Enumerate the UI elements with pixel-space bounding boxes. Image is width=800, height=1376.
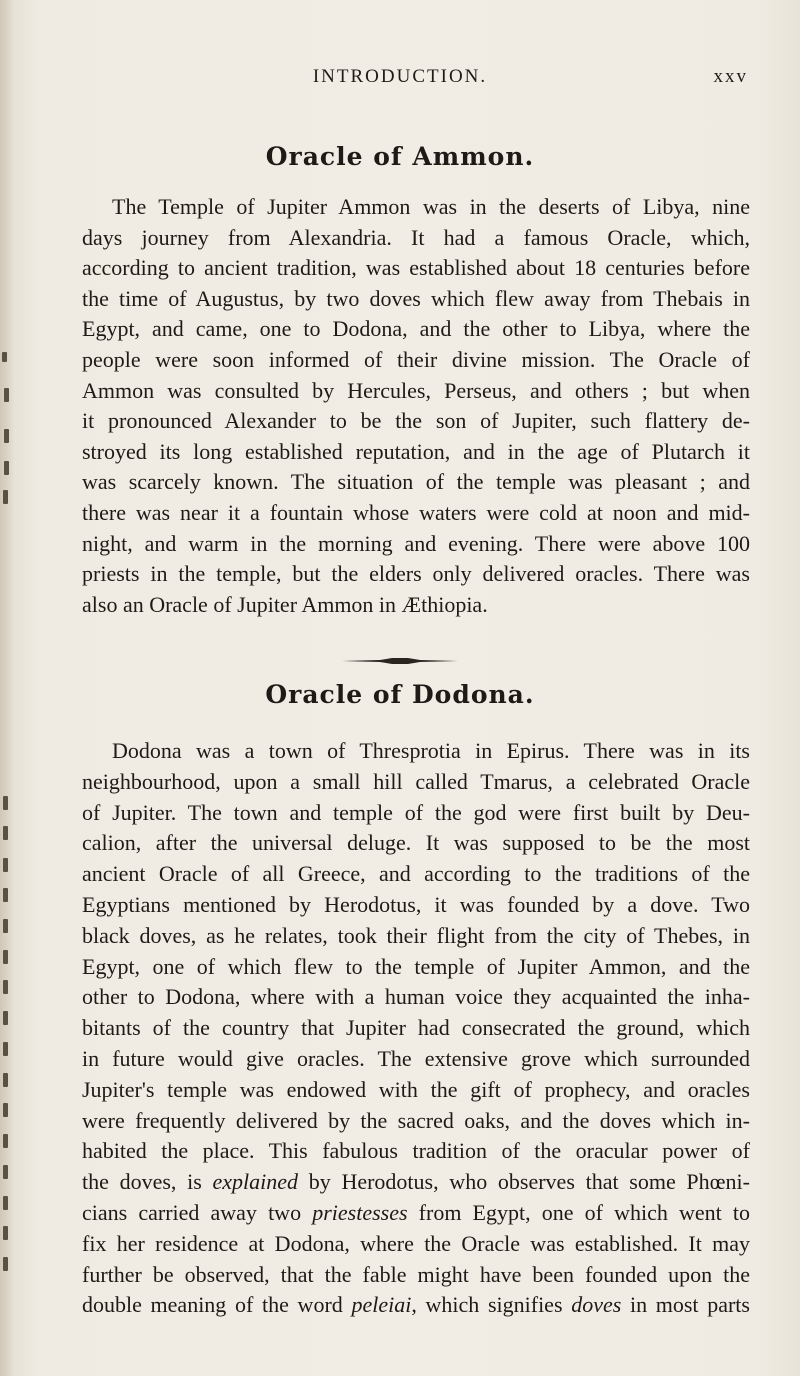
text-line: people were soon informed of their divine mission. The Oracle of — [82, 346, 750, 372]
text-line: Jupiter's temple was endowed with the gift of prophecy, and oracles — [82, 1076, 750, 1102]
text-line: other to Dodona, where with a human voice they acquainted the inha- — [82, 984, 750, 1010]
text-line: further be observed, that the fable might have been founded upon the — [82, 1261, 750, 1287]
margin-mark — [3, 826, 8, 840]
text-line: black doves, as he relates, took their flight from the city of Thebes, in — [82, 922, 750, 948]
text-line: ancient Oracle of all Greece, and according to the traditions of the — [82, 861, 750, 887]
text-line: days journey from Alexandria. It had a famous Oracle, which, — [82, 224, 750, 250]
margin-mark — [4, 388, 9, 402]
text-line: cians carried away two priestesses from Egypt, one of which went to — [82, 1199, 750, 1225]
text-line: the doves, is explained by Herodotus, who observes that some Phœni- — [82, 1169, 750, 1195]
margin-mark — [3, 980, 8, 994]
margin-mark — [3, 1165, 8, 1179]
text-line: were frequently delivered by the sacred oaks, and the doves which in- — [82, 1107, 750, 1133]
margin-mark — [3, 1226, 8, 1240]
margin-mark — [3, 1042, 8, 1056]
text-line: of Jupiter. The town and temple of the god were first built by Deu- — [82, 799, 750, 825]
section-divider-ornament — [340, 656, 460, 666]
text-line: Ammon was consulted by Hercules, Perseus, and others ; but when — [82, 377, 750, 403]
text-line: it pronounced Alexander to be the son of Jupiter, such flattery de- — [82, 408, 750, 434]
page-header — [0, 66, 800, 92]
text-line: night, and warm in the morning and evening. There were above 100 — [82, 530, 750, 556]
section-heading-dodona: Oracle of Dodona. — [265, 680, 535, 709]
margin-mark — [3, 796, 8, 810]
text-line: according to ancient tradition, was established about 18 centuries before — [82, 255, 750, 281]
text-line: was scarcely known. The situation of the temple was pleasant ; and — [82, 469, 750, 495]
text-line: there was near it a fountain whose waters were cold at noon and mid- — [82, 499, 750, 525]
margin-mark — [3, 919, 8, 933]
text-line: The Temple of Jupiter Ammon was in the deserts of Libya, nine — [112, 194, 750, 219]
text-line: stroyed its long established reputation, and in the age of Plutarch it — [82, 438, 750, 464]
margin-mark — [4, 429, 9, 443]
running-head: INTRODUCTION. — [312, 66, 488, 87]
text-line: Dodona was a town of Thresprotia in Epirus. There was in its — [112, 738, 750, 763]
margin-mark — [3, 490, 8, 504]
text-line: double meaning of the word peleiai, which signifies doves in most parts — [82, 1292, 750, 1318]
text-line: habited the place. This fabulous tradition of the oracular power of — [82, 1138, 750, 1164]
text-line: bitants of the country that Jupiter had consecrated the ground, which — [82, 1015, 750, 1041]
margin-mark — [3, 1196, 8, 1210]
text-line: neighbourhood, upon a small hill called Tmarus, a celebrated Oracle — [82, 768, 750, 794]
margin-mark — [3, 1257, 8, 1271]
section-heading-ammon: Oracle of Ammon. — [265, 142, 535, 171]
text-line: fix her residence at Dodona, where the Oracle was established. It may — [82, 1230, 750, 1256]
margin-mark — [3, 858, 8, 872]
margin-mark — [4, 461, 9, 475]
margin-mark — [3, 888, 8, 902]
margin-mark — [3, 1073, 8, 1087]
margin-mark — [3, 1134, 8, 1148]
margin-mark — [2, 352, 7, 362]
page-number: xxv — [713, 66, 748, 87]
margin-mark — [3, 950, 8, 964]
text-line: Egypt, and came, one to Dodona, and the other to Libya, where the — [82, 316, 750, 342]
text-line: Egypt, one of which flew to the temple of Jupiter Ammon, and the — [82, 953, 750, 979]
text-line: also an Oracle of Jupiter Ammon in Æthiopia. — [82, 591, 488, 617]
text-line: Egyptians mentioned by Herodotus, it was founded by a dove. Two — [82, 891, 750, 917]
paragraph-ammon — [82, 192, 750, 620]
margin-mark — [3, 1011, 8, 1025]
margin-mark — [3, 1103, 8, 1117]
text-line: the time of Augustus, by two doves which flew away from Thebais in — [82, 285, 750, 311]
text-line: calion, after the universal deluge. It was supposed to be the most — [82, 830, 750, 856]
text-line: priests in the temple, but the elders only delivered oracles. There was — [82, 561, 750, 587]
paragraph-dodona — [82, 736, 750, 1321]
text-line: in future would give oracles. The extensive grove which surrounded — [82, 1045, 750, 1071]
